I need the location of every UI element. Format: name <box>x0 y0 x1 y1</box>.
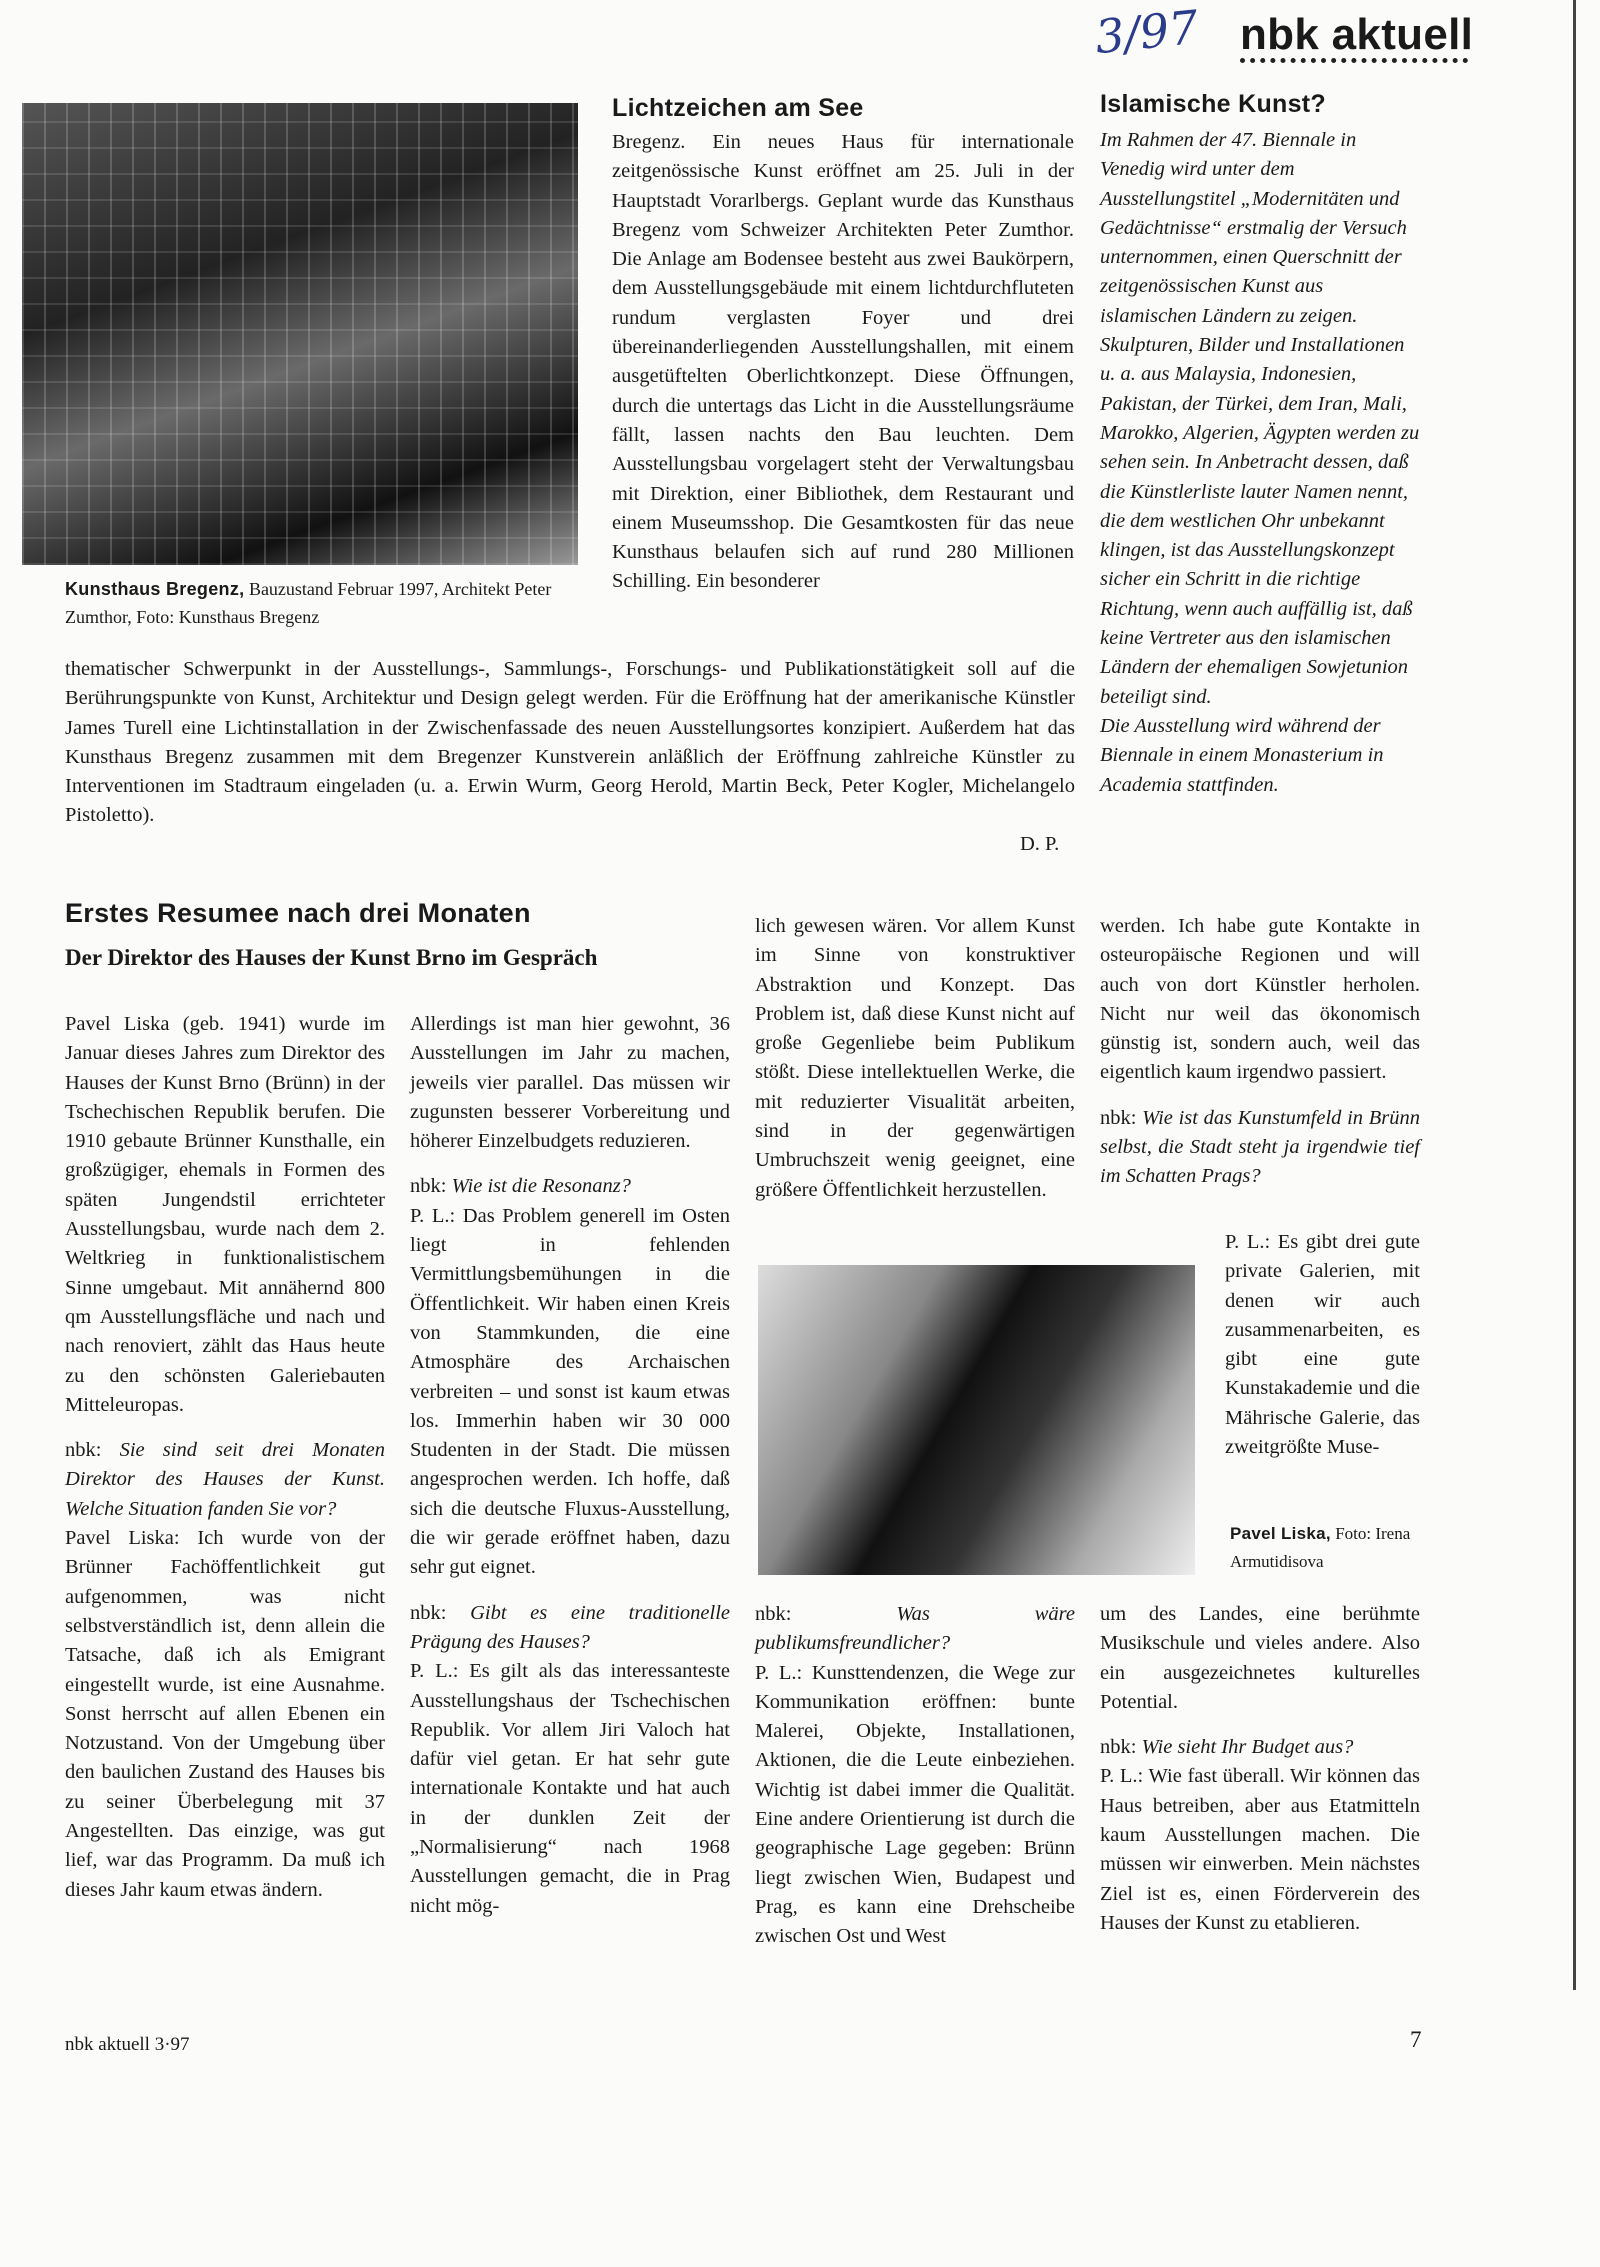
caption-title: Pavel Liska, <box>1230 1524 1331 1543</box>
speaker-label: nbk: <box>410 1175 447 1198</box>
handwritten-note: 3/97 <box>1092 0 1201 65</box>
sidebar-paragraph: Im Rahmen der 47. Biennale in Venedig wird unter dem Ausstellungstitel „Modernitäten und Gedächtnisse“ erstmalig der Versuch unternommen, einen Querschnitt der zeitgenössischen Kunst aus islamischen Ländern zu zeigen. Skulpturen, Bilder und Installationen u. a. aus Malaysia, Indonesien, Pakistan, der Türkei, dem Iran, Mali, Marokko, Algerien, Ägypten werden zu sehen sein. In Anbetracht dessen, daß die Künstlerliste lauter Namen nennt, die dem westlichen Ohr unbekannt klingen, ist das Ausstellungskonzept sicher ein Schritt in die richtige Richtung, wenn auch auffällig ist, daß keine Vertreter aus den islamischen Ländern der ehemaligen Sowjetunion beteiligt sind. <box>1100 129 1420 708</box>
interview-column-4c <box>1100 1600 1420 1938</box>
interview-title: Erstes Resumee nach drei Monaten <box>65 898 531 928</box>
paragraph: Allerdings ist man hier gewohnt, 36 Ausstellungen im Jahr zu machen, jeweils vier parallel. Das müssen wir zugunsten besserer Vorbereitung und höherer Einzelbudgets reduzieren. <box>410 1013 730 1153</box>
question: Wie sieht Ihr Budget aus? <box>1136 1736 1354 1759</box>
interview-column-3a <box>755 912 1075 1205</box>
paragraph: lich gewesen wären. Vor allem Kunst im Sinne von konstruktiver Abstraktion und Konzept. Das Problem ist, daß diese Kunst nicht auf große Gegenliebe beim Publikum stößt. Diese intellektuellen Werke, die mit reduzierter Visualität arbeiten, sind in der gegenwärtigen Umbruchszeit wenig geeignet, eine größere Öffentlichkeit herzustellen. <box>755 915 1075 1201</box>
article-author: D. P. <box>1020 833 1060 855</box>
answer: Ich wurde von der Brünner Fachöffentlichkeit gut aufgenommen, was nicht selbstverständlich ist, denn allein die Tatsache, daß ich als Emigrant eingestellt wurde, ist eine Ausnahme. Sonst herrscht auf allen Ebenen ein Notzustand. Von der Umgebung über den baulichen Zustand des Hauses bis zu seiner Überbelegung mit 37 Angestellten. Das einzige, was gut lief, war das Programm. Da muß ich dieses Jahr kaum etwas ändern. <box>65 1527 385 1901</box>
question: Gibt es eine traditionelle Prägung des Hauses? <box>410 1601 730 1653</box>
speaker-label: P. L.: <box>1225 1231 1271 1253</box>
answer: Es gilt als das interessanteste Ausstellungshaus der Tschechischen Republik. Vor allem Jiri Valoch hat dafür viel getan. Er hat sehr gute internationale Kontakte und hat auch in der dunklen Zeit der „Normalisierung“ nach 1968 Ausstellungen gemacht, die in Prag nicht mög- <box>410 1660 730 1917</box>
speaker-label: nbk: <box>1100 1736 1137 1759</box>
page-number: 7 <box>1410 2027 1422 2052</box>
answer: Das Problem generell im Osten liegt in fehlenden Vermittlungsbemühungen in die Öffentlichkeit. Wir haben einen Kreis von Stammkunden, die eine Atmosphäre des Archaischen verbreiten – und sonst ist kaum etwas los. Immerhin haben wir 30 000 Studenten in der Stadt. Die müssen angesprochen werden. Ich hoffe, daß sich die deutsche Fluxus-Ausstellung, die wir gerade eröffnet haben, dazu sehr gut eignet. <box>410 1204 730 1579</box>
answer: Wie fast überall. Wir können das Haus betreiben, aber aus Etatmitteln kaum Ausstellungen machen. Die müssen wir einwerben. Mein nächstes Ziel ist es, einen Förderverein des Hauses der Kunst zu etablieren. <box>1100 1765 1420 1934</box>
paragraph: werden. Ich habe gute Kontakte in osteuropäische Regionen und will auch von dort Künstler herholen. Nicht nur weil das ökonomisch günstig ist, sondern auch, weil das eigentlich kaum irgendwo passiert. <box>1100 915 1420 1084</box>
kunsthaus-photo <box>22 103 578 565</box>
article-title: Lichtzeichen am See <box>612 94 864 122</box>
pavel-liska-photo <box>758 1265 1195 1575</box>
question: Wie ist die Resonanz? <box>446 1175 631 1198</box>
sidebar-paragraph: Die Ausstellung wird während der Biennale in einem Monasterium in Academia stattfinden. <box>1100 714 1384 796</box>
caption-text: Bauzustand Februar 1997, Architekt Peter Zumthor, Foto: Kunsthaus Bregenz <box>65 579 552 627</box>
speaker-label: Pavel Liska: <box>65 1527 180 1550</box>
interview-column-4b <box>1225 1228 1420 1462</box>
page-edge-rule <box>1573 0 1576 1990</box>
speaker-label: P. L.: <box>755 1661 803 1684</box>
interview-column-2 <box>410 1010 730 1921</box>
sidebar-title: Islamische Kunst? <box>1100 90 1326 118</box>
question: Sie sind seit drei Monaten Direktor des Hauses der Kunst. Welche Situation fanden Sie vor? <box>65 1439 385 1520</box>
magazine-title: nbk aktuell <box>1240 10 1474 59</box>
speaker-label: nbk: <box>65 1439 102 1462</box>
speaker-label: nbk: <box>1100 1106 1137 1129</box>
footer-issue: nbk aktuell 3·97 <box>65 2034 190 2055</box>
answer: Kunsttendenzen, die Wege zur Kommunikation eröffnen: bunte Malerei, Objekte, Installationen, Aktionen, die die Leute einbeziehen. Wichtig ist dabei immer die Qualität. Eine andere Orientierung ist durch die geographische Lage gegeben: Brünn liegt zwischen Wien, Budapest und Prag, es kann eine Drehscheibe zwischen Ost und West <box>755 1661 1075 1948</box>
answer: Es gibt drei gute private Galerien, mit denen wir auch zusammenarbeiten, es gibt eine gute Kunstakademie und die Mährische Galerie, das zweitgrößte Muse- <box>1225 1231 1420 1459</box>
sidebar-body <box>1100 126 1420 800</box>
interview-column-1 <box>65 1010 385 1905</box>
speaker-label: P. L.: <box>410 1660 459 1683</box>
article-body: Bregenz. Ein neues Haus für internationale zeitgenössische Kunst eröffnet am 25. Juli in der Hauptstadt Vorarlbergs. Geplant wurde das Kunsthaus Bregenz vom Schweizer Architekten Peter Zumthor. Die Anlage am Bodensee besteht aus zwei Baukörpern, dem Ausstellungsgebäude mit einem lichtdurchfluteten rundum verglasten Foyer und drei übereinanderliegenden Ausstellungshallen, mit einem ausgetüftelten Oberlichtkonzept. Diese Öffnungen, durch die untertags das Licht in die Ausstellungsräume fällt, lassen nachts den Bau leuchten. Dem Ausstellungsbau vorgelagert steht der Verwaltungsbau mit Direktion, einer Bibliothek, dem Restaurant und einem Museumsshop. Die Gesamtkosten für das neue Kunsthaus belaufen sich auf rund 280 Millionen Schilling. Ein besonderer <box>612 131 1074 593</box>
article-body-wide: thematischer Schwerpunkt in der Ausstellungs-, Sammlungs-, Forschungs- und Publikationstätigkeit soll auf die Berührungspunkte von Kunst, Architektur und Design gelegt werden. Für die Eröffnung hat der amerikanische Künstler James Turell eine Lichtinstallation in der Zwischenfassade des neuen Ausstellungsortes konzipiert. Außerdem hat das Kunsthaus Bregenz zusammen mit dem Bregenzer Kunstverein anläßlich der Eröffnung zahlreiche Künstler zu Interventionen im Stadtraum eingeladen (u. a. Erwin Wurm, Georg Herold, Martin Beck, Peter Kogler, Michelangelo Pistoletto). <box>65 658 1075 827</box>
photo-caption-2 <box>1230 1520 1420 1576</box>
paragraph: um des Landes, eine berühmte Musikschule und vieles andere. Also ein ausgezeichnetes kulturelles Potential. <box>1100 1603 1420 1713</box>
speaker-label: P. L.: <box>410 1204 456 1227</box>
interview-column-4a <box>1100 912 1420 1192</box>
photo-caption <box>65 575 585 631</box>
caption-title: Kunsthaus Bregenz, <box>65 579 245 599</box>
dotted-rule <box>1240 58 1468 63</box>
intro-paragraph: Pavel Liska (geb. 1941) wurde im Januar dieses Jahres zum Direktor des Hauses der Kunst Brno (Brünn) in der Tschechischen Republik berufen. Die 1910 gebaute Brünner Kunsthalle, ein großzügiger, ehemals in Formen des späten Jungendstil errichteter Ausstellungsbau, wurde nach dem 2. Weltkrieg in funktionalistischem Sinne umgebaut. Mit annähernd 800 qm Ausstellungsfläche und nach und nach renoviert, zählt das Haus heute zu den schönsten Galeriebauten Mitteleuropas. <box>65 1013 385 1416</box>
question: Was wäre publikumsfreundlicher? <box>755 1603 1075 1655</box>
interview-subtitle: Der Direktor des Hauses der Kunst Brno im Gespräch <box>65 945 598 970</box>
speaker-label: nbk: <box>755 1603 792 1625</box>
speaker-label: nbk: <box>410 1601 447 1624</box>
interview-column-3b <box>755 1600 1075 1952</box>
caption-text: Foto: Irena Armutidisova <box>1230 1524 1411 1571</box>
question: Wie ist das Kunstumfeld in Brünn selbst, die Stadt steht ja irgendwie tief im Schatten Prags? <box>1100 1106 1420 1188</box>
speaker-label: P. L.: <box>1100 1765 1144 1788</box>
